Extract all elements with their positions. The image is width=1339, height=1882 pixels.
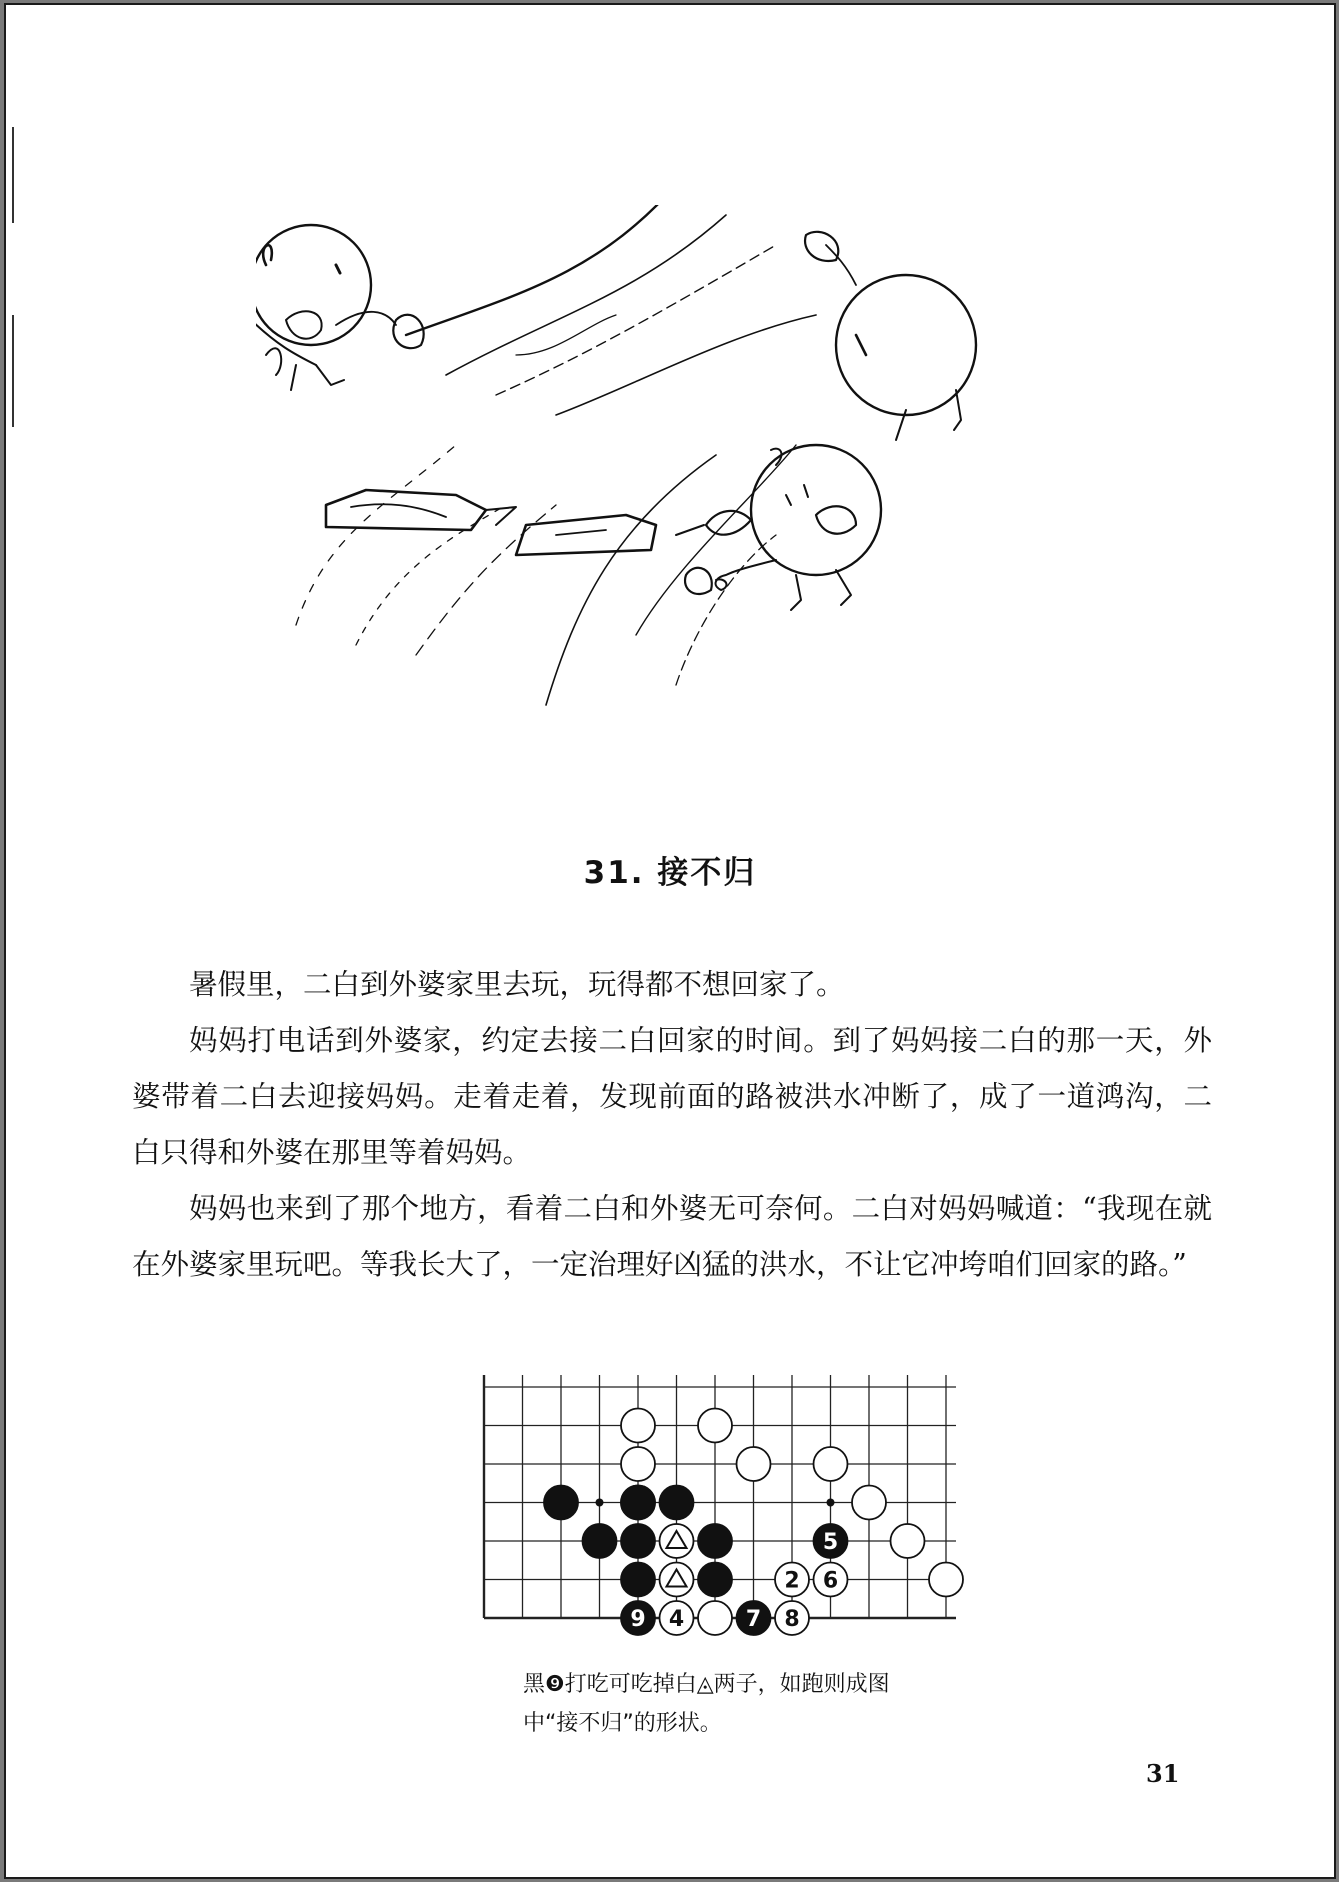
black-stone xyxy=(583,1524,617,1558)
white-stone xyxy=(621,1409,655,1443)
white-stone xyxy=(621,1447,655,1481)
caption-line: 中“接不归”的形状。 xyxy=(523,1711,722,1736)
white-stone xyxy=(814,1447,848,1481)
black-stone xyxy=(544,1486,578,1520)
chapter-illustration xyxy=(256,205,1156,725)
black-stone xyxy=(660,1486,694,1520)
white-stone xyxy=(737,1447,771,1481)
black-stone xyxy=(698,1563,732,1597)
diagram-caption xyxy=(523,1665,993,1743)
numbered-white-stone xyxy=(698,1601,732,1635)
black-stone xyxy=(621,1486,655,1520)
star-point xyxy=(827,1499,835,1507)
move-number: 9 xyxy=(630,1607,646,1632)
move-number: 5 xyxy=(822,1530,839,1555)
paragraph: 妈妈打电话到外婆家，约定去接二白回家的时间。到了妈妈接二白的那一天，外婆带着二白去迎接妈妈。走着走着，发现前面的路被洪水冲断了，成了一道鸿沟，二白只得和外婆在那里等着妈妈。 xyxy=(132,1024,1212,1169)
black-stone xyxy=(621,1524,655,1558)
move-number: 6 xyxy=(822,1568,839,1594)
story-text xyxy=(132,957,1212,1293)
black-stone xyxy=(698,1524,732,1558)
scan-gutter-mark xyxy=(12,315,14,427)
scan-gutter-mark xyxy=(12,127,14,223)
caption-line: 黑❾打吃可吃掉白◬两子，如跑则成图 xyxy=(523,1672,890,1697)
book-page xyxy=(4,3,1336,1879)
white-stone xyxy=(929,1563,963,1597)
chapter-title: 31. 接不归 xyxy=(583,855,757,891)
move-number: 4 xyxy=(668,1607,685,1632)
white-stone xyxy=(698,1409,732,1443)
white-stone xyxy=(891,1524,925,1558)
white-stone xyxy=(852,1486,886,1520)
black-stone xyxy=(621,1563,655,1597)
move-number: 8 xyxy=(784,1607,800,1632)
paragraph: 妈妈也来到了那个地方，看着二白和外婆无可奈何。二白对妈妈喊道：“我现在就在外婆家里玩吧。等我长大了，一定治理好凶猛的洪水，不让它冲垮咱们回家的路。” xyxy=(132,1192,1212,1281)
star-point xyxy=(596,1499,604,1507)
move-number: 7 xyxy=(745,1607,762,1632)
page-number: 31 xyxy=(1146,1759,1180,1788)
go-board-diagram xyxy=(478,1375,998,1637)
move-number: 2 xyxy=(784,1568,800,1594)
paragraph: 暑假里，二白到外婆家里去玩，玩得都不想回家了。 xyxy=(189,968,845,1001)
